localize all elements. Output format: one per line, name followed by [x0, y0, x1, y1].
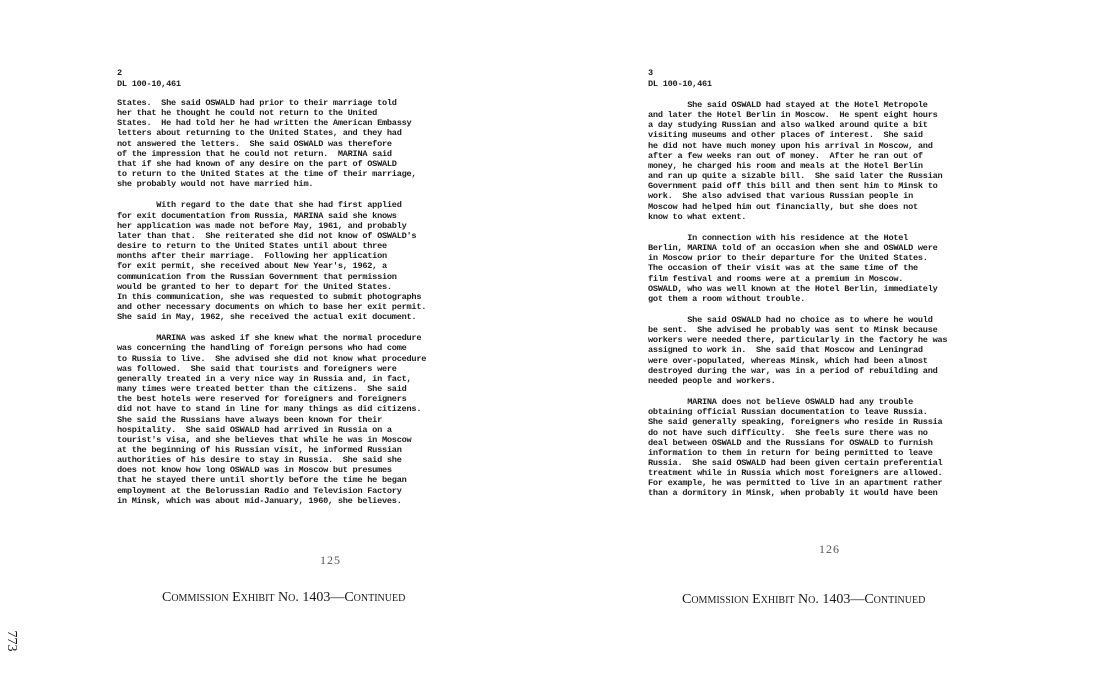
text-line: MARINA was asked if she knew what the normal procedure [117, 333, 422, 344]
text-line: She said the Russians have always been known for their [117, 414, 382, 425]
text-line: he did not have much money upon his arrival in Moscow, and [648, 140, 933, 151]
text-line: film festival and rooms were at a premium in Moscow. [648, 273, 904, 284]
text-line: was followed. She said that tourists and foreigners were [117, 363, 397, 374]
text-line: She said in May, 1962, she received the actual exit document. [117, 312, 417, 323]
paragraph [648, 315, 947, 386]
text-line: do not have such difficulty. She feels sure there was no [648, 427, 928, 438]
text-line: OSWALD, who was well known at the Hotel Berlin, immediately [648, 283, 938, 294]
paragraph [648, 397, 947, 499]
text-line: desire to return to the United States until about three [117, 241, 387, 252]
text-line: later than that. She reiterated she did not know of OSWALD's [117, 230, 417, 241]
text-line: hospitality. She said OSWALD had arrived in Russia on a [117, 424, 392, 435]
text-line: not answered the letters. She said OSWALD was therefore [117, 138, 392, 149]
text-line: than a dormitory in Minsk, when probably it would have been [648, 488, 938, 499]
text-line: her that he thought he could not return to the United [117, 108, 378, 119]
file-number: DL 100-10,461 [648, 79, 712, 89]
text-line: that he stayed there until shortly before the time he began [117, 475, 407, 486]
text-line: needed people and workers. [648, 375, 776, 386]
text-line: employment at the Belorussian Radio and Television Factory [117, 485, 402, 496]
paragraph [117, 98, 426, 189]
paragraph [648, 233, 947, 304]
text-line: that if she had known of any desire on the part of OSWALD [117, 158, 397, 169]
text-line: deal between OSWALD and the Russians for OSWALD to furnish [648, 437, 933, 448]
text-line: destroyed during the war, was in a period of rebuilding and [648, 365, 938, 376]
text-line: months after their marriage. Following her application [117, 251, 387, 262]
text-line: to return to the United States at the time of their marriage, [117, 169, 417, 180]
text-line: information to them in return for being permitted to leave [648, 447, 933, 458]
text-line: tourist's visa, and she believes that while he was in Moscow [117, 434, 412, 445]
text-line: visiting museums and other places of interest. She said [648, 130, 923, 141]
text-line: communication from the Russian Government that permission [117, 271, 397, 282]
text-line: In connection with his residence at the Hotel [648, 232, 909, 243]
text-line: Berlin, MARINA told of an occasion when she and OSWALD were [648, 243, 938, 254]
text-line: Government paid off this bill and then sent him to Minsk to [648, 181, 938, 192]
text-line: work. She also advised that various Russian people in [648, 191, 913, 202]
text-line: was concerning the handling of foreign persons who had come [117, 343, 407, 354]
text-line: would be granted to her to depart for the United States. [117, 281, 392, 292]
paragraph [117, 200, 426, 322]
page-number: 3 [648, 68, 653, 78]
text-line: She said OSWALD had stayed at the Hotel Metropole [648, 100, 928, 110]
text-line: MARINA does not believe OSWALD had any trouble [648, 397, 913, 408]
text-line: in Minsk, which was about mid-January, 1960, she believes. [117, 495, 402, 506]
text-line: be sent. She advised he probably was sent to Minsk because [648, 325, 938, 336]
text-line: in Moscow prior to their departure for the United States. [648, 253, 928, 264]
page-folio: 125 [320, 553, 341, 567]
text-line: many times were treated better than the citizens. She said [117, 384, 407, 395]
text-line: With regard to the date that she had first applied [117, 200, 402, 211]
text-line: She said generally speaking, foreigners who reside in Russia [648, 417, 943, 428]
text-line: money, he charged his room and meals at the Hotel Berlin [648, 160, 923, 171]
exhibit-caption: Commission Exhibit No. 1403—Continued [162, 590, 406, 605]
text-line: know to what extent. [648, 211, 747, 222]
text-line: does not know how long OSWALD was in Moscow but presumes [117, 465, 392, 476]
page-number: 2 [117, 68, 122, 78]
text-line: she probably would not have married him. [117, 179, 314, 190]
text-line: of the impression that he could not return. MARINA said [117, 148, 392, 159]
text-line: were over-populated, whereas Minsk, which had been almost [648, 355, 928, 366]
document-page-right [547, 0, 1094, 691]
text-line: letters about returning to the United States, and they had [117, 128, 402, 139]
text-line: She said OSWALD had no choice as to where he would [648, 314, 933, 325]
text-line: the best hotels were reserved for foreigners and foreigners [117, 394, 407, 405]
text-line: generally treated in a very nice way in Russia and, in fact, [117, 373, 412, 384]
paragraph [117, 333, 426, 506]
text-line: workers were needed there, particularly in the factory he was [648, 335, 948, 346]
text-line: her application was made not before May, 1961, and probably [117, 220, 407, 231]
text-line: obtaining official Russian documentation to leave Russia. [648, 407, 928, 418]
text-line: and later the Hotel Berlin in Moscow. He spent eight hours [648, 110, 938, 121]
text-line: The occasion of their visit was at the same time of the [648, 263, 918, 274]
text-line: got them a room without trouble. [648, 293, 806, 304]
file-number: DL 100-10,461 [117, 79, 181, 89]
text-line: for exit permit, she received about New Year's, 1962, a [117, 261, 387, 272]
text-line: States. She said OSWALD had prior to their marriage told [117, 98, 397, 108]
text-line: a day studying Russian and also walked around quite a bit [648, 120, 928, 131]
text-line: Russia. She said OSWALD had been given certain preferential [648, 458, 943, 468]
paragraph [648, 100, 947, 222]
text-line: and ran up quite a sizable bill. She said later the Russian [648, 171, 943, 182]
volume-page-number: 773 [4, 630, 19, 652]
text-line: In this communication, she was requested to submit photographs [117, 291, 422, 302]
text-line: treatment while in Russia which most foreigners are allowed. [648, 468, 943, 479]
text-line: to Russia to live. She advised she did not know what procedure [117, 353, 427, 364]
typed-text-block [648, 100, 947, 499]
exhibit-caption: Commission Exhibit No. 1403—Continued [682, 592, 926, 607]
text-line: For example, he was permitted to live in an apartment rather [648, 478, 943, 489]
text-line: did not have to stand in line for many things as did citizens. [117, 404, 422, 415]
text-line: for exit documentation from Russia, MARINA said she knows [117, 210, 397, 221]
text-line: assigned to work in. She said that Moscow and Leningrad [648, 345, 923, 356]
text-line: after a few weeks ran out of money. After he ran out of [648, 150, 923, 161]
typed-text-block [117, 98, 426, 506]
text-line: at the beginning of his Russian visit, he informed Russian [117, 445, 402, 455]
text-line: authorities of his desire to stay in Russia. She said she [117, 455, 402, 466]
text-line: States. He had told her he had written the American Embassy [117, 118, 412, 129]
page-folio: 126 [819, 542, 840, 556]
text-line: and other necessary documents on which to base her exit permit. [117, 301, 427, 312]
text-line: Moscow had helped him out financially, but she does not [648, 201, 918, 212]
